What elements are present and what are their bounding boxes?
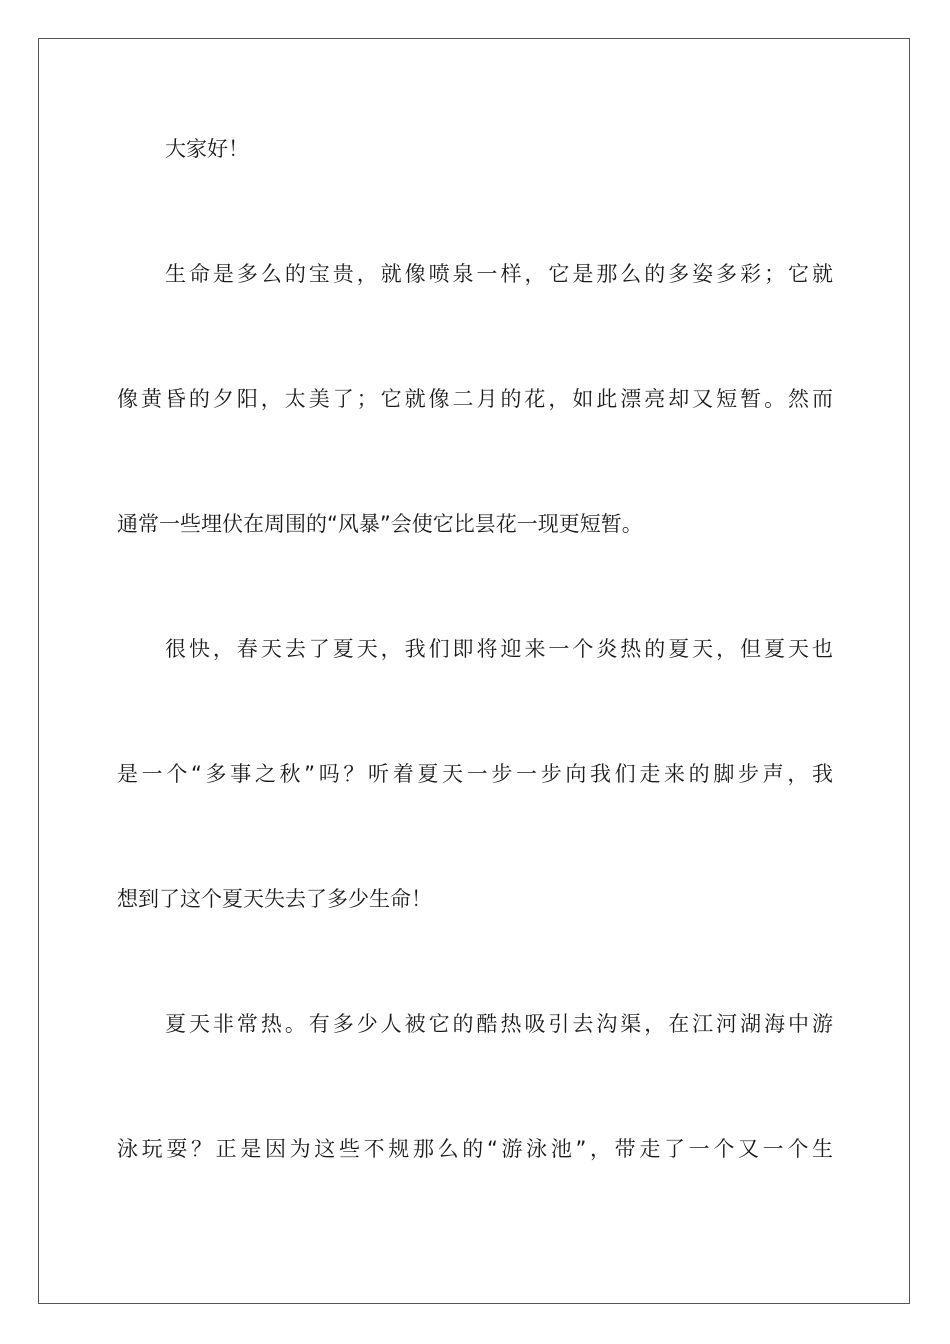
paragraph-2-line-1: 很快，春天去了夏天，我们即将迎来一个炎热的夏天，但夏天也	[165, 637, 833, 661]
paragraph-3-line-2: 泳玩耍？正是因为这些不规那么的“游泳池”，带走了一个又一个生	[117, 1137, 833, 1161]
paragraph-2-line-2: 是一个“多事之秋”吗？听着夏天一步一步向我们走来的脚步声，我	[117, 762, 833, 786]
paragraph-1-line-3: 通常一些埋伏在周围的“风暴”会使它比昙花一现更短暂。	[117, 512, 643, 536]
paragraph-1-line-2: 像黄昏的夕阳，太美了；它就像二月的花，如此漂亮却又短暂。然而	[117, 387, 833, 411]
paragraph-2-line-3: 想到了这个夏天失去了多少生命！	[117, 887, 432, 911]
greeting-line: 大家好！	[165, 137, 249, 161]
page-border	[38, 38, 910, 1304]
paragraph-1-line-1: 生命是多么的宝贵，就像喷泉一样，它是那么的多姿多彩；它就	[165, 262, 833, 286]
paragraph-3-line-1: 夏天非常热。有多少人被它的酷热吸引去沟渠，在江河湖海中游	[165, 1012, 833, 1036]
